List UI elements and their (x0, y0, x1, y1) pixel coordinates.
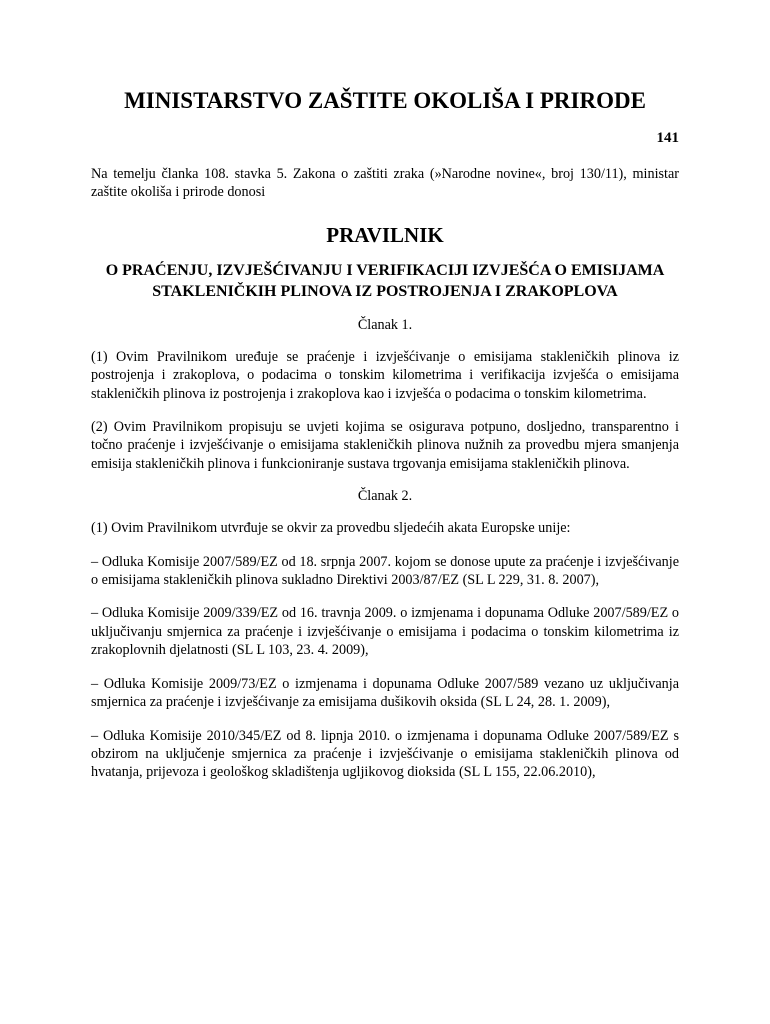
article-1-paragraph-2: (2) Ovim Pravilnikom propisuju se uvjeti kojima se osigurava potpuno, dosljedno, transparentno i točno praćenje i izvješćivanje o emisijama stakleničkih plinova nužnih za provedbu mjera smanjenja emisija stakleničkih plinova i funkcioniranje sustava trgovanja emisijama stakleničkih plinova. (91, 419, 679, 472)
article-2-item-1: – Odluka Komisije 2007/589/EZ od 18. srpnja 2007. kojom se donose upute za praćenje i izvješćivanje o emisijama stakleničkih plinova sukladno Direktivi 2003/87/EZ (SL L 229, 31. 8. 2007), (91, 553, 679, 589)
article-1-paragraph-1: (1) Ovim Pravilnikom uređuje se praćenje i izvješćivanje o emisijama stakleničkih plinova iz postrojenja i zrakoplova, o podacima o tonskim kilometrima i verifikacija izvješća o emisijama stakleničkih plinova iz postrojenja i zrakoplova kao i izvješća o podacima o tonskim kilometrima. (91, 348, 679, 402)
article-2-item-3: – Odluka Komisije 2009/73/EZ o izmjenama i dopunama Odluke 2007/589 vezano uz uključivanja smjernica za praćenje i izvješćivanje za emisijama dušikovih oksida (SL L 24, 28. 1. 2009), (91, 675, 679, 711)
ministry-title: MINISTARSTVO ZAŠTITE OKOLIŠA I PRIRODE (124, 88, 646, 113)
document-content (91, 86, 679, 782)
intro-paragraph: Na temelju članka 108. stavka 5. Zakona o zaštiti zraka (»Narodne novine«, broj 130/11), ministar zaštite okoliša i prirode donosi (91, 166, 679, 201)
article-2-heading: Članak 2. (357, 488, 413, 505)
article-2-item-4: – Odluka Komisije 2010/345/EZ od 8. lipnja 2010. o izmjenama i dopunama Odluke 2007/589/EZ s obzirom na uključenje smjernica za praćenje i izvješćivanje o emisijama stakleničkih plinova od hvatanja, prijevoza i geološkog skladištenja ugljikovog dioksida (SL L 155, 22.06.2010), (91, 727, 679, 781)
article-2-item-2: – Odluka Komisije 2009/339/EZ od 16. travnja 2009. o izmjenama i dopunama Odluke 2007/589/EZ o uključivanju smjernica za praćenje i izvješćivanje o emisijama i podacima o tonskim kilometrima iz zrakoplovnih djelatnosti (SL L 103, 23. 4. 2009), (91, 605, 679, 659)
article-1-heading: Članak 1. (357, 316, 413, 333)
document-title: PRAVILNIK (326, 222, 444, 247)
document-number: 141 (656, 130, 679, 146)
article-2-paragraph-1: (1) Ovim Pravilnikom utvrđuje se okvir za provedbu sljedećih akata Europske unije: (91, 520, 571, 537)
document-subtitle: O PRAĆENJU, IZVJEŠĆIVANJU I VERIFIKACIJI IZVJEŠĆA O EMISIJAMA STAKLENIČKIH PLINOVA IZ POSTROJENJA I ZRAKOPLOVA (105, 261, 665, 300)
